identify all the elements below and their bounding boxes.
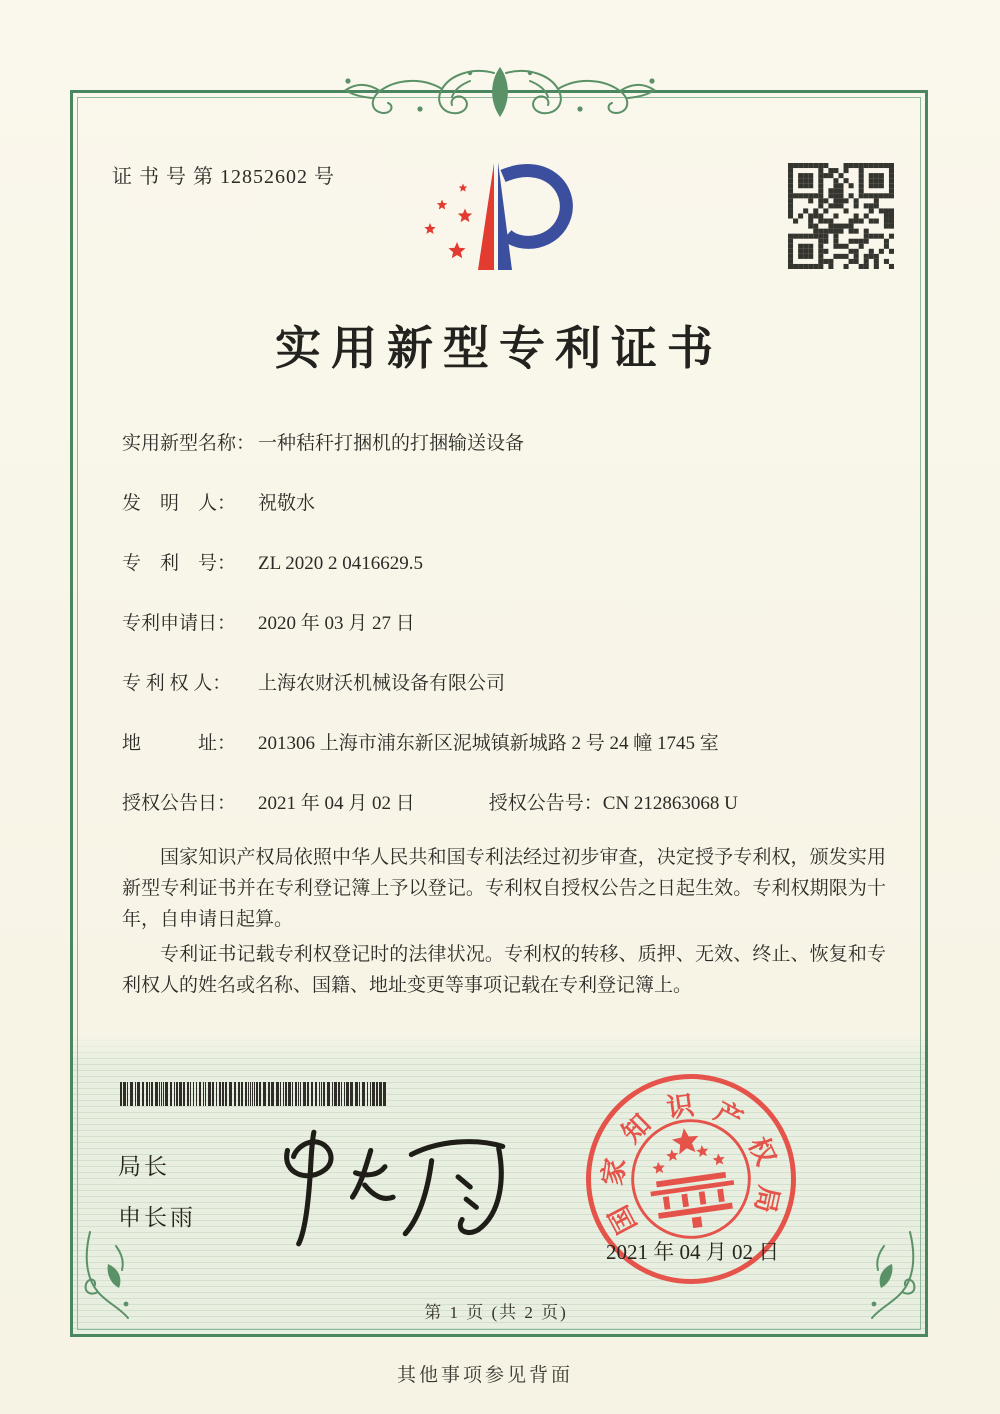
field-row bbox=[122, 610, 902, 670]
back-note: 其他事项参见背面 bbox=[396, 1365, 573, 1386]
paragraph: 专利证书记载专利权登记时的法律状况。专利权的转移、质押、无效、终止、恢复和专利权人的姓名或名称、国籍、地址变更等事项记载在专利登记簿上。 bbox=[122, 944, 886, 996]
commissioner-block bbox=[118, 1148, 196, 1250]
commissioner-name: 申长雨 bbox=[118, 1204, 196, 1230]
cnipa-logo-icon bbox=[415, 146, 595, 286]
field-row bbox=[122, 670, 902, 730]
grant-row bbox=[122, 790, 902, 850]
field-label: 实用新型名称： bbox=[122, 433, 256, 454]
field-label: 发 明 人： bbox=[122, 493, 237, 514]
field-label: 专利申请日： bbox=[122, 613, 237, 634]
field-value: 一种秸秆打捆机的打捆输送设备 bbox=[258, 433, 525, 454]
field-value: 2020 年 03 月 27 日 bbox=[258, 613, 415, 634]
seal-char: 识 bbox=[664, 1090, 696, 1124]
field-value: 上海农财沃机械设备有限公司 bbox=[258, 673, 506, 694]
field-value: 祝敬水 bbox=[258, 493, 316, 514]
certificate-title: 实用新型专利证书 bbox=[275, 323, 723, 374]
seal-char: 知 bbox=[616, 1108, 657, 1149]
signature-icon bbox=[250, 1120, 526, 1252]
top-scroll-ornament bbox=[320, 56, 680, 126]
field-label: 授权公告号： bbox=[488, 793, 603, 814]
field-list bbox=[122, 430, 902, 850]
field-row bbox=[122, 430, 902, 490]
field-value: CN 212863068 U bbox=[602, 793, 738, 814]
seal-char: 权 bbox=[742, 1132, 781, 1170]
national-emblem-icon bbox=[612, 1100, 770, 1258]
seal-char: 局 bbox=[749, 1183, 785, 1216]
paragraph: 国家知识产权局依照中华人民共和国专利法经过初步审查，决定授予专利权，颁发实用新型专利证书并在专利登记簿上予以登记。专利权自授权公告之日起生效。专利权期限为十年，自申请日起算。 bbox=[122, 847, 886, 930]
seal-char: 国 bbox=[603, 1200, 643, 1239]
page-number: 第 1 页 (共 2 页) bbox=[424, 1303, 568, 1322]
barcode-icon bbox=[120, 1082, 388, 1106]
field-row bbox=[122, 490, 902, 550]
seal-char: 家 bbox=[597, 1156, 632, 1188]
field-label: 授权公告日： bbox=[122, 793, 237, 814]
field-label: 专 利 权 人： bbox=[122, 673, 232, 694]
field-label: 地 址： bbox=[122, 733, 237, 754]
seal-char: 产 bbox=[709, 1095, 748, 1136]
commissioner-title: 局长 bbox=[118, 1153, 170, 1179]
field-row bbox=[122, 550, 902, 610]
field-value: 201306 上海市浦东新区泥城镇新城路 2 号 24 幢 1745 室 bbox=[258, 733, 719, 754]
certificate-number: 证 书 号 第 12852602 号 bbox=[112, 166, 335, 188]
field-label: 专 利 号： bbox=[122, 553, 237, 574]
field-value: 2021 年 04 月 02 日 bbox=[258, 793, 415, 814]
field-row bbox=[122, 730, 902, 790]
seal-date: 2021 年 04 月 02 日 bbox=[606, 1240, 780, 1264]
qr-code-icon bbox=[788, 163, 894, 269]
legal-text bbox=[122, 842, 886, 1005]
field-value: ZL 2020 2 0416629.5 bbox=[258, 553, 424, 574]
